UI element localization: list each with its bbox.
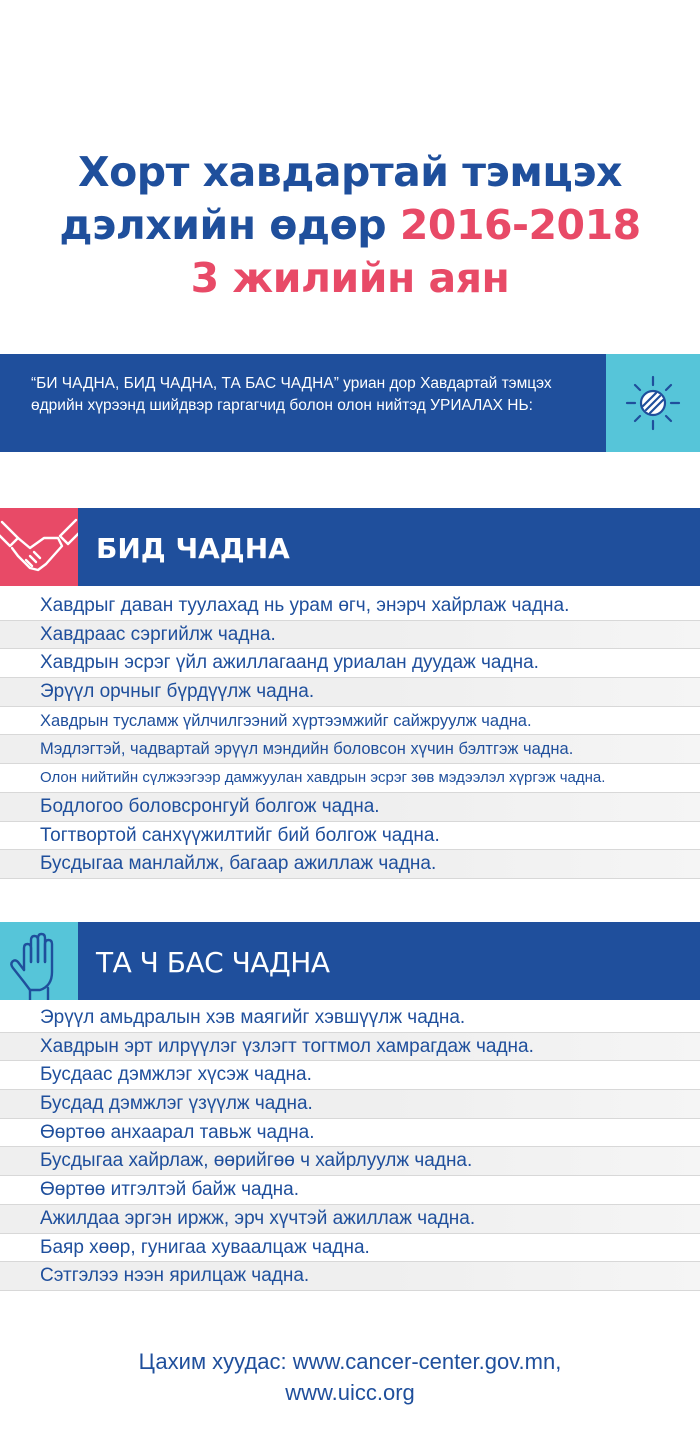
footer — [0, 1346, 700, 1408]
section-we-header — [0, 508, 700, 586]
raised-hand-icon — [0, 922, 78, 1000]
section-we-title: БИД ЧАДНА — [96, 532, 290, 565]
title-years: 2016-2018 — [399, 201, 641, 249]
list-item: Хавдрыг даван туулахад нь урам өгч, энэрч хайрлаж чадна. — [0, 592, 700, 621]
list-item: Хавдрын эсрэг үйл ажиллагаанд уриалан дуудаж чадна. — [0, 649, 700, 678]
raised-hand-icon-box — [0, 922, 78, 1000]
footer-line-1: Цахим хуудас: www.cancer-center.gov.mn, — [138, 1349, 562, 1374]
list-item: Эрүүл амьдралын хэв маягийг хэвшүүлж чадна. — [0, 1004, 700, 1033]
title-line-1: Хорт хавдартай тэмцэх — [77, 148, 622, 196]
list-item: Олон нийтийн сүлжээгээр дамжуулан хавдрын эсрэг зөв мэдээлэл хүргэж чадна. — [0, 764, 700, 793]
section-you-title-bar — [78, 922, 700, 1000]
section-you-title: ТА Ч БАС ЧАДНА — [96, 946, 330, 979]
list-item: Эрүүл орчныг бүрдүүлж чадна. — [0, 678, 700, 707]
list-item: Мэдлэгтэй, чадвартай эрүүл мэндийн боловсон хүчин бэлтгэж чадна. — [0, 735, 700, 764]
list-item: Бусдад дэмжлэг үзүүлж чадна. — [0, 1090, 700, 1119]
list-item: Өөртөө анхаарал тавьж чадна. — [0, 1119, 700, 1148]
list-item: Бусдыгаа манлайлж, багаар ажиллаж чадна. — [0, 850, 700, 879]
list-item: Бодлогоо боловсронгуй болгож чадна. — [0, 793, 700, 822]
title-line-2 — [0, 199, 700, 252]
list-item: Сэтгэлээ нээн ярилцаж чадна. — [0, 1262, 700, 1291]
list-item: Бусдаас дэмжлэг хүсэж чадна. — [0, 1061, 700, 1090]
section-you-header — [0, 922, 700, 1000]
handshake-icon — [0, 508, 78, 586]
list-item: Өөртөө итгэлтэй байж чадна. — [0, 1176, 700, 1205]
section-you-list — [0, 1004, 700, 1291]
list-item: Баяр хөөр, гунигаа хуваалцаж чадна. — [0, 1234, 700, 1263]
intro-icon-box — [606, 354, 700, 452]
list-item: Хавдраас сэргийлж чадна. — [0, 621, 700, 650]
list-item: Хавдрын эрт илрүүлэг үзлэгт тогтмол хамрагдаж чадна. — [0, 1033, 700, 1062]
list-item: Ажилдаа эргэн иржж, эрч хүчтэй ажиллаж чадна. — [0, 1205, 700, 1234]
title-line-3: 3 жилийн аян — [190, 254, 510, 302]
list-item: Тогтвортой санхүүжилтийг бий болгож чадна. — [0, 822, 700, 851]
list-item: Бусдыгаа хайрлаж, өөрийгөө ч хайрлуулж чадна. — [0, 1147, 700, 1176]
section-we-list — [0, 592, 700, 879]
handshake-icon-box — [0, 508, 78, 586]
page-title — [0, 146, 700, 305]
intro-text: “БИ ЧАДНА, БИД ЧАДНА, ТА БАС ЧАДНА” уриан дор Хавдартай тэмцэх өдрийн хүрээнд шийдвэр гаргагчид болон олон нийтэд УРИАЛАХ НЬ: — [31, 375, 552, 414]
footer-line-2: www.uicc.org — [285, 1380, 415, 1405]
sun-icon — [606, 354, 700, 452]
title-line-2-prefix: дэлхийн өдөр — [59, 201, 400, 249]
list-item: Хавдрын тусламж үйлчилгээний хүртээмжийг сайжруулж чадна. — [0, 707, 700, 736]
section-we-title-bar — [78, 508, 700, 586]
intro-banner — [0, 354, 700, 452]
